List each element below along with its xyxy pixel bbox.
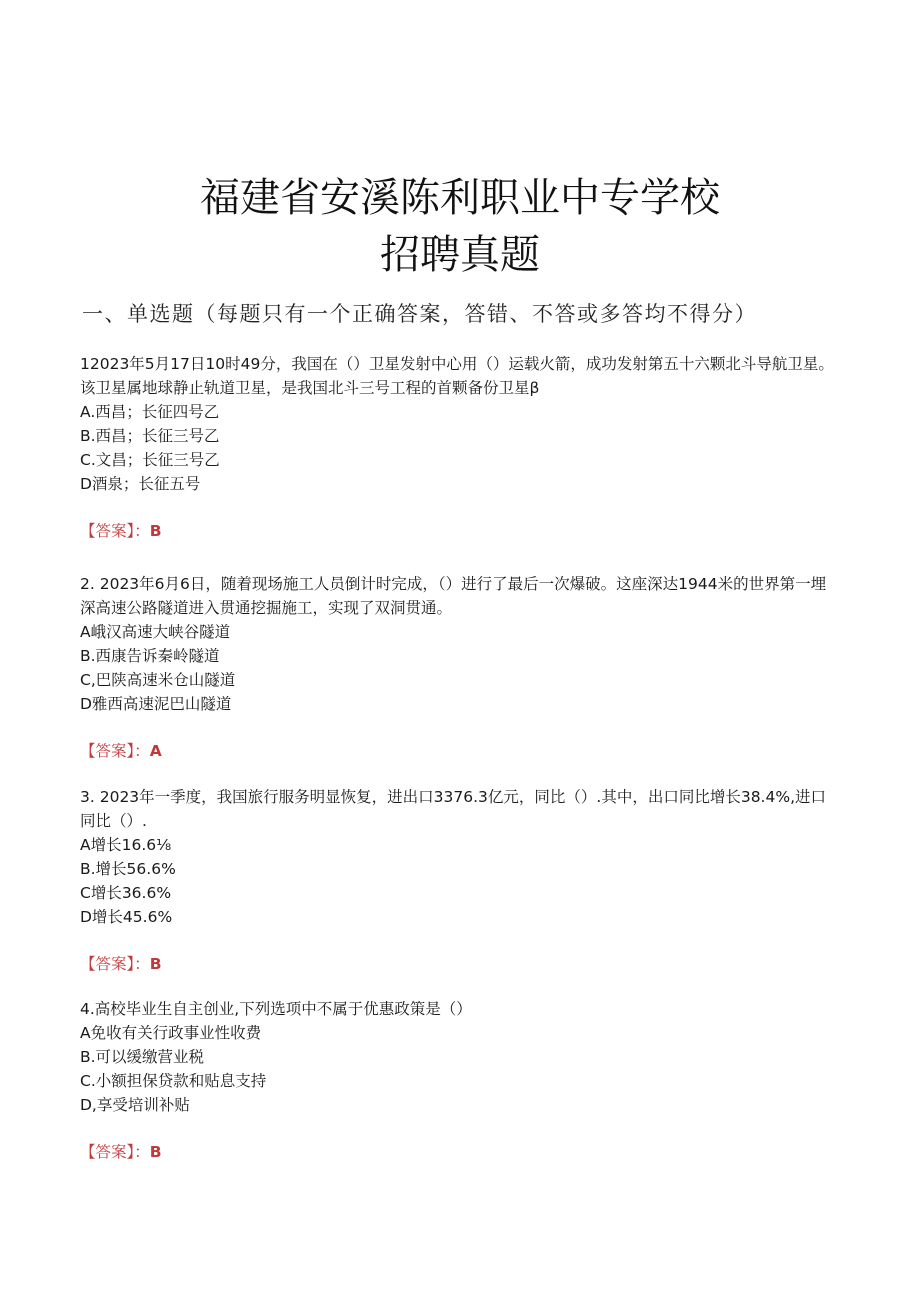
answer-line (80, 1140, 840, 1164)
answer-value: A (149, 742, 162, 760)
answer-label: 【答案】： (80, 522, 150, 540)
option-c: C增长36.6% (80, 884, 172, 902)
question-3 (80, 785, 840, 976)
option-b: B.增长56.6% (80, 860, 176, 878)
answer-value: B (149, 955, 162, 973)
answer-label: 【答案】： (80, 1143, 150, 1161)
option-c: C,巴陕高速米仓山隧道 (80, 671, 236, 689)
option-a: A增长16.6⅛ (80, 836, 172, 854)
option-c: C.小额担保贷款和贴息支持 (80, 1072, 267, 1090)
question-stem: 3. 2023年一季度，我国旅行服务明显恢复，进出口3376.3亿元，同比（）.其中，出口同比增长38.4%,进口同比（）. (80, 788, 826, 830)
option-d: D增长45.6% (80, 908, 173, 926)
answer-value: B (149, 1143, 162, 1161)
option-d: D雅西高速泥巴山隧道 (80, 695, 232, 713)
document-title-line2: 招聘真题 (380, 232, 540, 278)
answer-value: B (149, 522, 162, 540)
option-c: C.文昌；长征三号乙 (80, 451, 220, 469)
answer-label: 【答案】： (80, 955, 150, 973)
question-1 (80, 352, 840, 543)
document-title-line1: 福建省安溪陈利职业中专学校 (200, 175, 720, 221)
answer-label: 【答案】： (80, 742, 150, 760)
answer-line (80, 519, 840, 543)
question-stem: 4.高校毕业生自主创业,下列选项中不属于优惠政策是（） (80, 1000, 472, 1018)
section-heading: 一、单选题（每题只有一个正确答案，答错、不答或多答均不得分） (82, 302, 757, 326)
question-4 (80, 997, 840, 1164)
question-stem: 2. 2023年6月6日，随着现场施工人员倒计时完成，（）进行了最后一次爆破。这座深达1944米的世界第一埋深高速公路隧道进入贯通挖掘施工，实现了双洞贯通。 (80, 575, 827, 617)
option-b: B.西康告诉秦岭隧道 (80, 647, 220, 665)
option-b: B.可以缓缴营业税 (80, 1048, 205, 1066)
option-a: A峨汉高速大峡谷隧道 (80, 623, 231, 641)
option-a: A免收有关行政事业性收费 (80, 1024, 262, 1042)
answer-line (80, 952, 840, 976)
answer-line (80, 739, 840, 763)
option-a: A.西昌；长征四号乙 (80, 403, 220, 421)
option-d: D,享受培训补贴 (80, 1096, 190, 1114)
option-d: D酒泉；长征五号 (80, 475, 201, 493)
question-stem: 12023年5月17日10时49分，我国在（）卫星发射中心用（）运载火箭，成功发射第五十六颗北斗导航卫星。该卫星属地球静止轨道卫星，是我国北斗三号工程的首颗备份卫星β (80, 355, 834, 397)
option-b: B.西昌；长征三号乙 (80, 427, 220, 445)
question-2 (80, 572, 840, 763)
